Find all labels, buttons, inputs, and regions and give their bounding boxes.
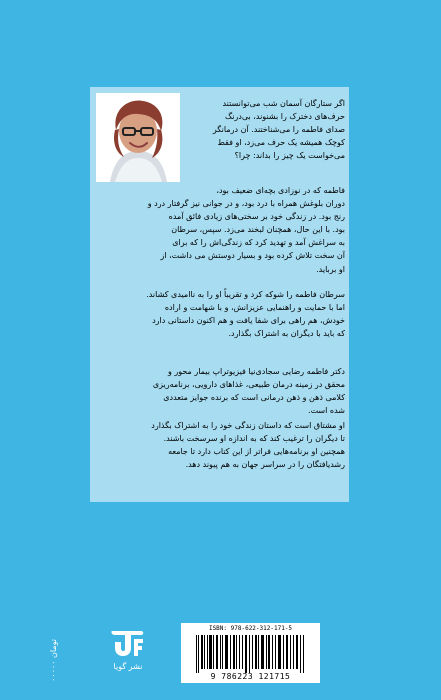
blurb-line: تا دیگران را ترغیب کند که به اندازه او سرسخت باشند. [163, 434, 345, 444]
blurb-line: شده است. [308, 406, 345, 416]
blurb-line: رنج بود. در زندگی خود بر سختی‌های زیادی فائق آمده [168, 212, 345, 222]
blurb-panel [90, 87, 349, 502]
blurb-line: دکتر فاطمه رضایی سجادی‌نیا فیزیوتراپ بیمار محور و [167, 367, 345, 376]
isbn-text: ISBN: 978-622-312-171-5 [208, 625, 293, 632]
author-portrait-icon [96, 93, 180, 182]
barcode-number: 9 786223 121715 [210, 672, 291, 681]
blurb-line: بود. با این حال، همچنان لبخند می‌زد. سپس، سرطان [171, 225, 345, 235]
blurb-line: فاطمه که در نوزادی بچه‌ای ضعیف بود، [216, 186, 345, 195]
publisher-name: نشر گویا [113, 662, 143, 671]
blurb-line: که باید با دیگران به اشتراک بگذارد. [228, 329, 345, 339]
blurb-line: همچنین او برنامه‌هایی فراتر از این کتاب دارد تا جامعه [168, 447, 345, 457]
blurb-line: محقق در زمینه درمان طبیعی، غذاهای دارویی، برنامه‌ریزی [152, 380, 345, 390]
blurb-line: به سراغش آمد و تهدید کرد که زندگی‌اش را که برای [172, 238, 345, 248]
blurb-line: آن سخت تلاش کرده بود و بسیار دوستش می داشت، از [160, 251, 345, 261]
blurb-paragraph-4 [96, 365, 345, 417]
blurb-line: دوران بلوغش همراه با درد بود، و در جوانی نیز گرفتار درد و [147, 199, 345, 209]
blurb-line: کلامی ذهن و ذهن درمانی است که برنده جوایز متعددی [163, 393, 345, 403]
blurb-line: اما با حمایت و راهنمایی عزیزانش، و با شهامت و اراده [164, 303, 345, 313]
blurb-paragraph-5 [96, 419, 345, 471]
blurb-line: می‌خواست یک چیز را بداند: چرا؟ [234, 151, 345, 161]
blurb-line: رشدیافتگان را در سراسر جهان به هم پیوند دهد. [185, 460, 345, 470]
blurb-line: حرف‌های دخترک را بشنوند، بی‌درنگ [225, 112, 345, 122]
blurb-line: سرطان فاطمه را شوکه کرد و تقریباً او را به ناامیدی کشاند. [146, 290, 345, 299]
blurb-paragraph-3 [96, 288, 345, 340]
blurb-line: صدای فاطمه را می‌شناختند. آن درمانگر [212, 125, 345, 135]
author-photo [96, 93, 180, 182]
price-label: ۰۰۰۰۰ تومان [49, 639, 58, 682]
blurb-paragraph-1 [184, 97, 345, 162]
publisher-logo [104, 628, 152, 678]
isbn-barcode-icon [195, 635, 306, 673]
blurb-line: او برباید. [316, 264, 345, 274]
blurb-line: اگر ستارگان آسمان شب می‌توانستند [222, 99, 345, 108]
isbn-barcode-block [181, 623, 320, 683]
blurb-paragraph-2 [96, 184, 345, 276]
blurb-line: او مشتاق است که داستان زندگی خود را به اشتراک بگذارد [151, 421, 345, 430]
blurb-line: خودش، هم راهی برای شفا یافت و هم اکنون داستانی دارد [152, 316, 345, 326]
publisher-logo-icon [110, 628, 146, 658]
blurb-line: کوچک همیشه یک حرف می‌زد، او فقط [217, 138, 345, 148]
